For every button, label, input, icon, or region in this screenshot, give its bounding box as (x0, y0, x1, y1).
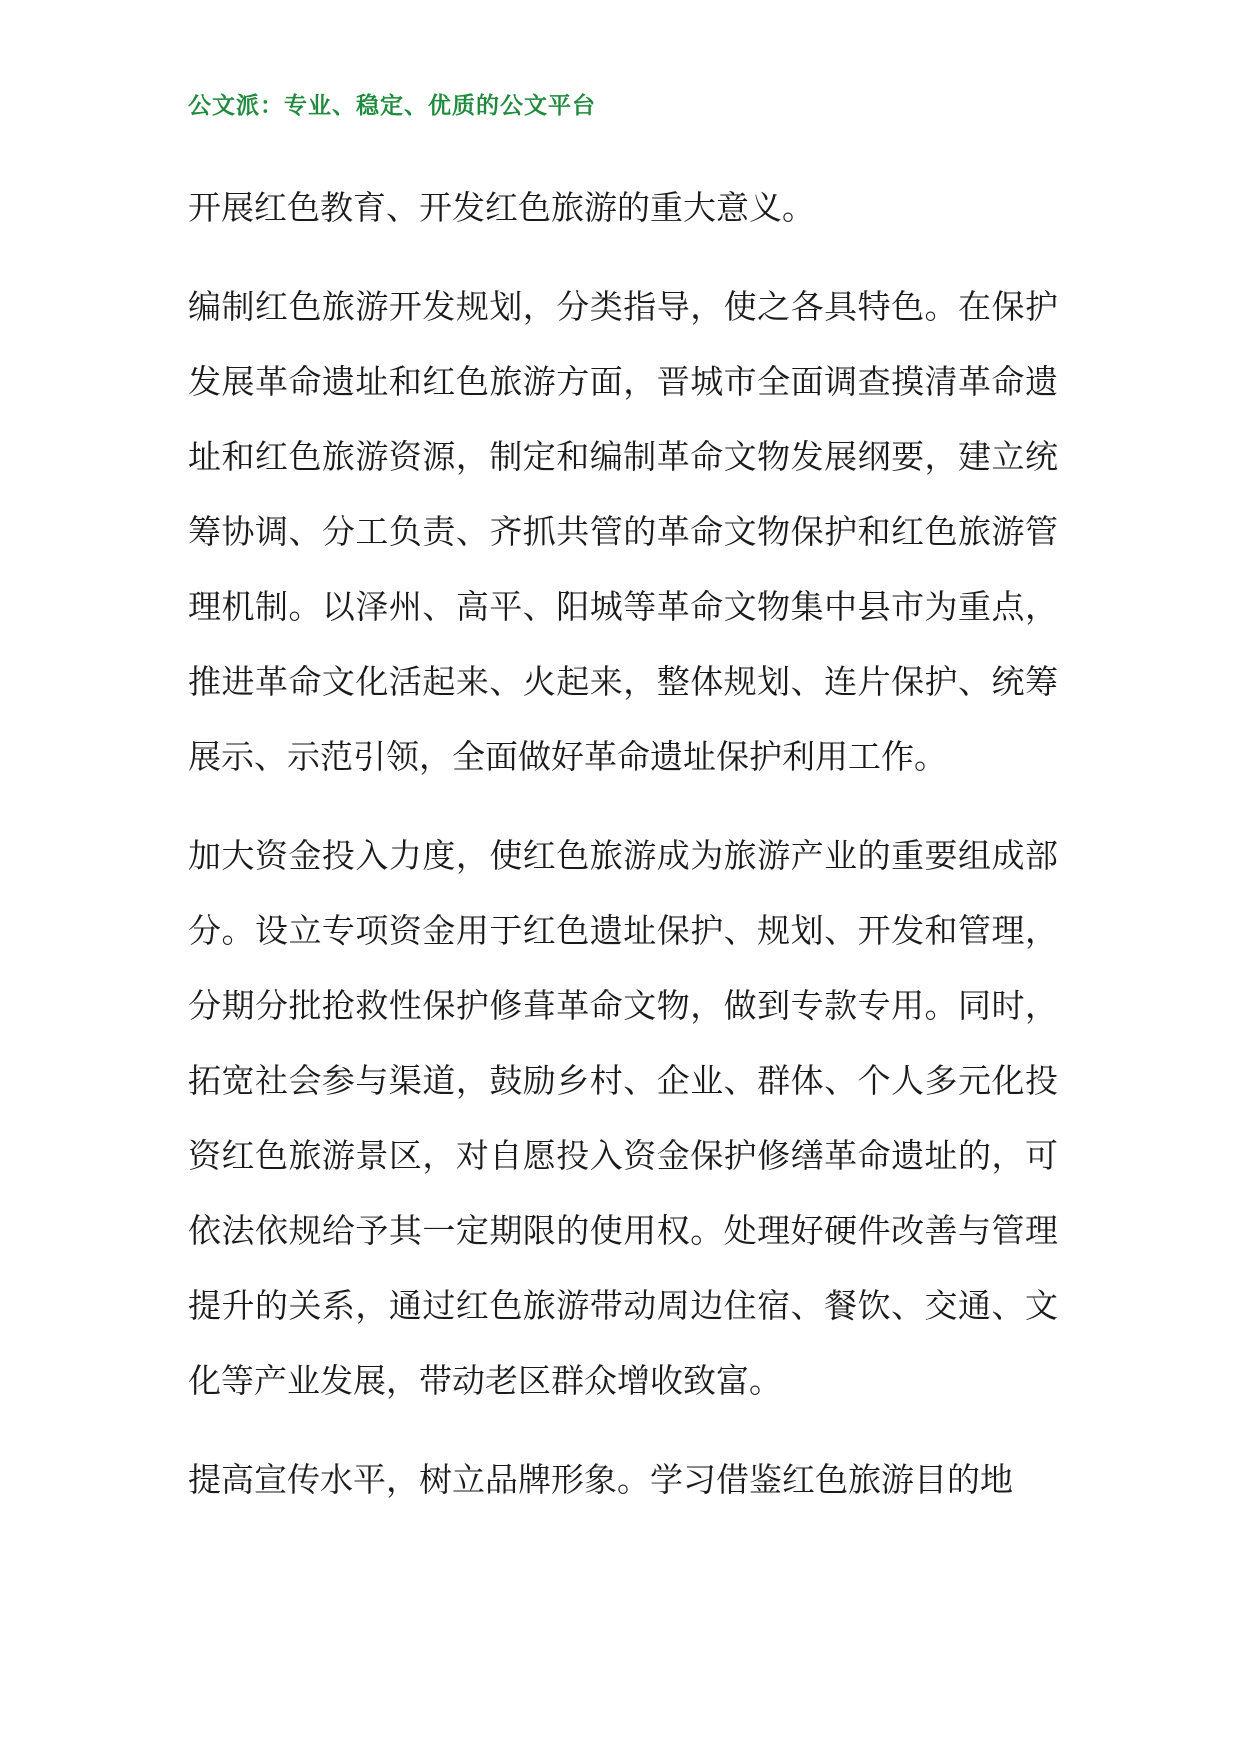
paragraph: 加大资金投入力度，使红色旅游成为旅游产业的重要组成部分。设立专项资金用于红色遗址保护、规划、开发和管理，分期分批抢救性保护修葺革命文物，做到专款专用。同时，拓宽社会参与渠道，鼓励乡村、企业、群体、个人多元化投资红色旅游景区，对自愿投入资金保护修缮革命遗址的，可依法依规给予其一定期限的使用权。处理好硬件改善与管理提升的关系，通过红色旅游带动周边住宿、餐饮、交通、文化等产业发展，带动老区群众增收致富。 (188, 836, 1058, 1400)
paragraph: 提高宣传水平，树立品牌形象。学习借鉴红色旅游目的地 (188, 1460, 1013, 1499)
site-header-title: 公文派：专业、稳定、优质的公文平台 (188, 93, 596, 119)
document-body (188, 170, 1058, 1541)
paragraph: 开展红色教育、开发红色旅游的重大意义。 (188, 188, 815, 227)
paragraph: 编制红色旅游开发规划，分类指导，使之各具特色。在保护发展革命遗址和红色旅游方面，晋城市全面调查摸清革命遗址和红色旅游资源，制定和编制革命文物发展纲要，建立统筹协调、分工负责、齐抓共管的革命文物保护和红色旅游管理机制。以泽州、高平、阳城等革命文物集中县市为重点，推进革命文化活起来、火起来，整体规划、连片保护、统筹展示、示范引领，全面做好革命遗址保护利用工作。 (188, 287, 1058, 776)
